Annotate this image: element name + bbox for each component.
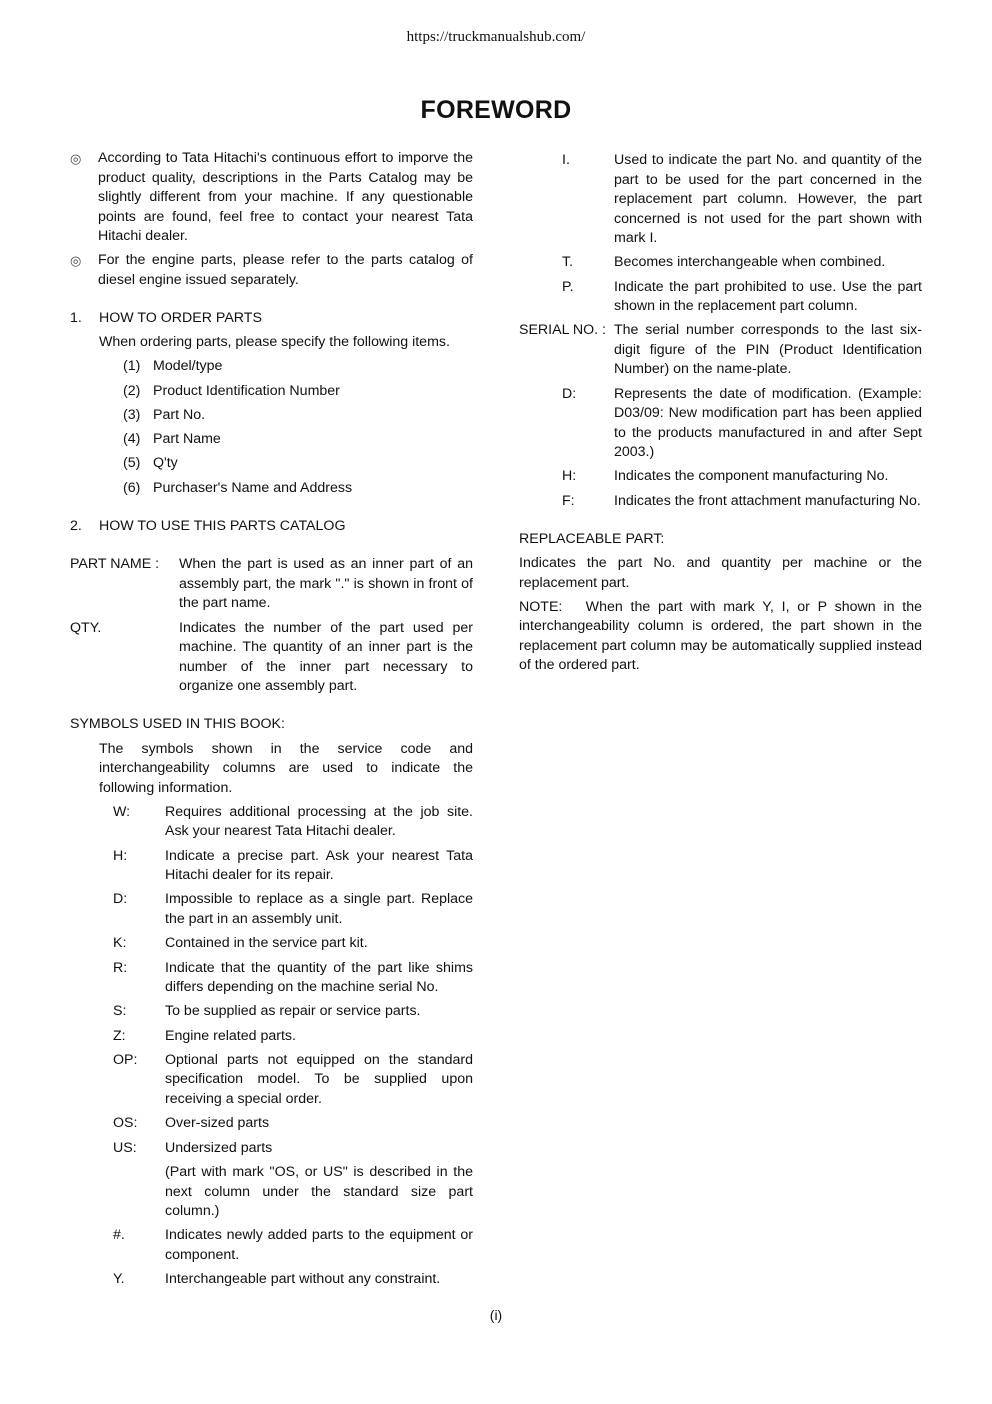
symbol-text: Used to indicate the part No. and quantity of the part to be used for the part concerned in the replacement part column. However, the part concerned is not used for the part shown with mark I. bbox=[614, 152, 922, 246]
symbol-text: Indicate the part prohibited to use. Use the part shown in the replacement part column. bbox=[614, 278, 922, 315]
symbol-item bbox=[519, 492, 922, 512]
symbol-text: Indicate a precise part. Ask your nearest Tata Hitachi dealer for its repair. bbox=[165, 847, 473, 884]
order-item bbox=[70, 382, 473, 402]
order-item bbox=[70, 454, 473, 474]
symbol-code: P. bbox=[562, 278, 574, 295]
symbol-code: #. bbox=[113, 1227, 125, 1244]
symbol-item bbox=[70, 890, 473, 929]
order-item bbox=[70, 430, 473, 450]
symbol-code: OS: bbox=[113, 1115, 138, 1132]
order-item-number: (3) bbox=[123, 406, 141, 423]
symbol-item bbox=[519, 385, 922, 463]
serial-entry bbox=[519, 321, 922, 380]
bullet-icon: ◎ bbox=[70, 151, 82, 166]
symbol-code: S: bbox=[113, 1003, 127, 1020]
symbol-text: (Part with mark "OS, or US" is described in the next column under the standard size part column.) bbox=[165, 1164, 473, 1220]
order-item-number: (1) bbox=[123, 358, 141, 375]
order-item-number: (4) bbox=[123, 431, 141, 448]
term-entry bbox=[70, 619, 473, 697]
right-column bbox=[519, 151, 926, 676]
intro-item bbox=[70, 251, 473, 290]
section-lead: When ordering parts, please specify the following items. bbox=[99, 334, 450, 350]
serial-label: SERIAL NO. : bbox=[519, 322, 606, 339]
symbol-code: H: bbox=[562, 468, 577, 485]
order-item-text: Purchaser's Name and Address bbox=[153, 479, 353, 496]
symbol-item bbox=[519, 467, 922, 487]
symbols-lead: The symbols shown in the service code and interchangeability columns are used to indicate the following information. bbox=[99, 740, 473, 796]
symbol-item bbox=[70, 959, 473, 998]
section-heading bbox=[70, 517, 473, 537]
bullet-icon: ◎ bbox=[70, 253, 82, 268]
order-item bbox=[70, 406, 473, 426]
order-item bbox=[70, 479, 473, 499]
symbol-code: R: bbox=[113, 959, 128, 976]
symbol-item bbox=[70, 1114, 473, 1134]
order-item-text: Part No. bbox=[153, 406, 206, 423]
intro-text: For the engine parts, please refer to the parts catalog of diesel engine issued separately. bbox=[98, 252, 473, 288]
symbol-item bbox=[70, 934, 473, 954]
symbol-text: Indicates newly added parts to the equipment or component. bbox=[165, 1227, 473, 1263]
section-title: HOW TO ORDER PARTS bbox=[99, 310, 262, 326]
section-number: 1. bbox=[70, 310, 82, 326]
symbol-item bbox=[519, 278, 922, 317]
symbol-code: H: bbox=[113, 847, 128, 864]
symbol-text: Indicates the front attachment manufacturing No. bbox=[614, 492, 921, 509]
order-item-text: Product Identification Number bbox=[153, 382, 340, 399]
symbol-code: I. bbox=[562, 152, 570, 168]
symbol-item bbox=[519, 253, 922, 273]
replaceable-text: Indicates the part No. and quantity per machine or the replacement part. bbox=[519, 555, 922, 591]
term-text: When the part is used as an inner part of an assembly part, the mark "." is shown in front of the part name. bbox=[179, 556, 473, 612]
order-item-number: (5) bbox=[123, 455, 141, 472]
symbol-text: To be supplied as repair or service parts. bbox=[165, 1003, 421, 1020]
source-url[interactable]: https://truckmanualshub.com/ bbox=[406, 29, 586, 45]
symbol-code: D: bbox=[113, 891, 128, 908]
symbol-text: Indicate that the quantity of the part like shims differs depending on the machine serial No. bbox=[165, 959, 473, 996]
symbol-text: Indicates the component manufacturing No. bbox=[614, 468, 889, 485]
section-heading bbox=[70, 309, 473, 329]
symbol-item bbox=[70, 1027, 473, 1047]
symbol-text: Becomes interchangeable when combined. bbox=[614, 254, 886, 271]
symbol-item bbox=[70, 1002, 473, 1022]
section-number: 2. bbox=[70, 518, 82, 535]
symbol-code: K: bbox=[113, 935, 127, 952]
intro-text: According to Tata Hitachi's continuous effort to imporve the product quality, descriptions in the Parts Catalog may be slightly different from your machine. If any questionable points are found, feel free to contact your nearest Tata Hitachi dealer. bbox=[98, 150, 473, 244]
term-label: QTY. bbox=[70, 619, 102, 636]
symbol-item bbox=[70, 847, 473, 886]
symbol-text: Requires additional processing at the job site. Ask your nearest Tata Hitachi dealer. bbox=[165, 803, 473, 840]
symbol-code: Z: bbox=[113, 1027, 126, 1044]
symbol-code: D: bbox=[562, 385, 577, 402]
serial-text: The serial number corresponds to the last six-digit figure of the PIN (Product Identification Number) on the name-plate. bbox=[614, 322, 922, 378]
symbol-text: Represents the date of modification. (Example: D03/09: New modification part has been applied to the products manufactured in and after Sept 2003.) bbox=[614, 385, 922, 461]
replaceable-heading: REPLACEABLE PART: bbox=[519, 530, 665, 547]
symbol-text: Interchangeable part without any constraint. bbox=[165, 1271, 441, 1288]
order-item bbox=[70, 357, 473, 377]
order-item-text: Q'ty bbox=[153, 455, 178, 472]
term-text: Indicates the number of the part used per machine. The quantity of an inner part is the number of the inner part necessary to organize one assembly part. bbox=[179, 619, 473, 695]
symbol-text: Undersized parts bbox=[165, 1139, 273, 1156]
symbol-item bbox=[70, 1163, 473, 1222]
symbol-text: Contained in the service part kit. bbox=[165, 935, 368, 952]
page-title: FOREWORD bbox=[420, 96, 572, 124]
replaceable-note: NOTE: When the part with mark Y, I, or P shown in the interchangeability column is ordered, the part shown in the replacement part column may be automatically supplied instead of the ordered part. bbox=[519, 598, 926, 674]
symbol-item bbox=[70, 1270, 473, 1290]
order-item-text: Part Name bbox=[153, 431, 221, 448]
symbol-text: Impossible to replace as a single part. Replace the part in an assembly unit. bbox=[165, 891, 473, 927]
symbol-item bbox=[70, 803, 473, 842]
symbol-text: Optional parts not equipped on the standard specification model. To be supplied upon receiving a special order. bbox=[165, 1051, 473, 1107]
order-item-number: (2) bbox=[123, 382, 141, 399]
symbol-item bbox=[70, 1139, 473, 1159]
symbols-heading: SYMBOLS USED IN THIS BOOK: bbox=[70, 716, 285, 733]
symbol-code: F: bbox=[562, 492, 575, 509]
symbol-item bbox=[70, 1051, 473, 1110]
symbol-item bbox=[519, 151, 922, 249]
term-label: PART NAME : bbox=[70, 556, 160, 573]
symbol-item bbox=[70, 1226, 473, 1265]
symbol-text: Engine related parts. bbox=[165, 1027, 296, 1044]
section-title: HOW TO USE THIS PARTS CATALOG bbox=[99, 518, 346, 535]
symbol-code: US: bbox=[113, 1139, 137, 1156]
intro-item bbox=[70, 149, 473, 247]
symbol-text: Over-sized parts bbox=[165, 1115, 270, 1132]
symbol-code bbox=[113, 1163, 165, 1222]
symbol-code: OP: bbox=[113, 1051, 138, 1068]
left-column bbox=[70, 149, 473, 1290]
symbol-code: T. bbox=[562, 254, 574, 271]
page-number: (i) bbox=[489, 1307, 503, 1323]
term-entry bbox=[70, 555, 473, 614]
symbol-code: W: bbox=[113, 803, 131, 820]
symbol-code: Y. bbox=[113, 1271, 125, 1288]
order-item-number: (6) bbox=[123, 479, 141, 496]
order-item-text: Model/type bbox=[153, 358, 223, 375]
